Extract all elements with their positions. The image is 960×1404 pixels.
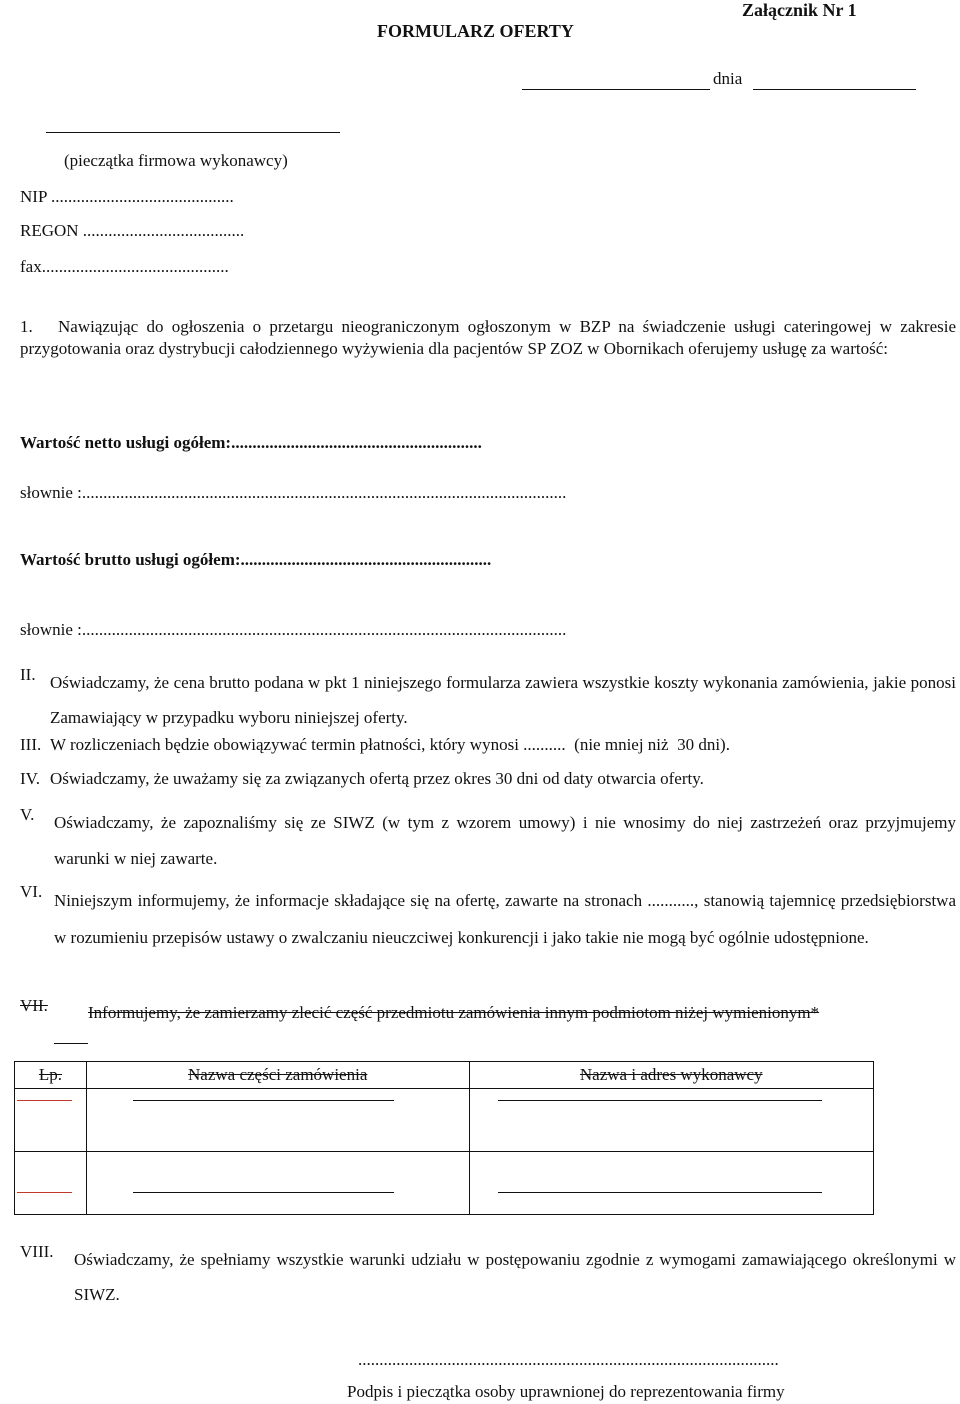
net-value-label: Wartość netto usługi ogółem:: [20, 433, 232, 452]
section-1-text: Nawiązując do ogłoszenia o przetargu nieograniczonym ogłoszonym w BZP na świadczenie usługi cateringowej w zakresie przygotowania oraz dystrybucji całodziennego wyżywienia dla pacjentów SP ZOZ w Obornikach oferujemy usługę za wartość:: [20, 317, 956, 358]
decl-vii-text: Informujemy, że zamierzamy zlecić część przedmiotu zamówienia innym podmiotom niżej wymienionym*: [88, 1003, 820, 1022]
table-cell-contractor: [469, 1089, 874, 1152]
decl-ii-text: Oświadczamy, że cena brutto podana w pkt 1 niniejszego formularza zawiera wszystkie koszty wykonania zamówienia, jakie ponosi Zamawiający w przypadku wyboru niniejszej oferty.: [50, 673, 956, 727]
place-line: [522, 89, 710, 90]
decl-vii-strike-segment: [54, 1043, 88, 1044]
subcontractor-table: [14, 1061, 874, 1215]
net-value-dots: ...........................................................: [231, 433, 482, 452]
decl-vi-text: Niniejszym informujemy, że informacje składające się na ofertę, zawarte na stronach ..........., stanowią tajemnicę przedsiębiorstwa w rozumieniu przepisów ustawy o zwalczaniu nieuczciwej konkurencji i jako takie nie mogą być ogólnie udostępnione.: [54, 891, 956, 947]
table-cell-part-name: [86, 1089, 469, 1152]
decl-iii-text: W rozliczeniach będzie obowiązywać termin płatności, który wynosi .......... (nie mniej niż 30 dni).: [50, 735, 730, 754]
contractor-blank-line: [498, 1192, 823, 1193]
table-cell-lp: [15, 1089, 87, 1152]
section-1: [20, 316, 956, 360]
table-header-lp: Lp.: [15, 1062, 87, 1089]
part-name-blank-line: [133, 1192, 394, 1193]
decl-iv-text: Oświadczamy, że uważamy się za związanych ofertą przez okres 30 dni od daty otwarcia oferty.: [50, 769, 704, 788]
table-row: [15, 1089, 874, 1152]
gross-value-row: [20, 550, 491, 570]
gross-value-dots: ...........................................................: [240, 550, 492, 569]
table-header-row: [15, 1062, 874, 1089]
date-label: dnia: [713, 69, 743, 88]
section-1-number: 1.: [20, 317, 33, 336]
gross-value-label: Wartość brutto usługi ogółem:: [20, 550, 241, 569]
annex-label: Załącznik Nr 1: [742, 0, 857, 20]
lp-blank-line: [17, 1100, 72, 1101]
signature-caption: Podpis i pieczątka osoby uprawnionej do reprezentowania firmy: [347, 1382, 785, 1401]
decl-viii-text: Oświadczamy, że spełniamy wszystkie warunki udziału w postępowaniu zgodnie z wymogami zamawiającego określonymi w SIWZ.: [74, 1250, 956, 1304]
table-row: [15, 1152, 874, 1215]
stamp-caption: (pieczątka firmowa wykonawcy): [64, 151, 288, 170]
decl-ii-number: II.: [20, 665, 36, 684]
decl-v-text: Oświadczamy, że zapoznaliśmy się ze SIWZ (w tym z wzorem umowy) i nie wnosimy do niej zastrzeżeń oraz przyjmujemy warunki w niej zawarte.: [54, 813, 956, 868]
table-header-contractor: Nazwa i adres wykonawcy: [469, 1062, 874, 1089]
fax-field: fax............................................: [20, 257, 229, 276]
decl-iii-number: III.: [20, 735, 42, 754]
decl-v-number: V.: [20, 805, 35, 824]
date-line: [753, 89, 916, 90]
page-title: FORMULARZ OFERTY: [377, 21, 574, 41]
part-name-blank-line: [133, 1100, 394, 1101]
table-cell-lp: [15, 1152, 87, 1215]
decl-vi-number: VI.: [20, 882, 43, 901]
net-value-words: słownie :..................................................................................................................: [20, 483, 567, 502]
stamp-line: [46, 132, 340, 133]
table-cell-contractor: [469, 1152, 874, 1215]
net-value-row: [20, 433, 482, 453]
contractor-blank-line: [498, 1100, 823, 1101]
gross-value-words: słownie :..................................................................................................................: [20, 620, 567, 639]
signature-dots: ...................................................................................................: [358, 1350, 779, 1369]
table-header-part-name: Nazwa części zamówienia: [86, 1062, 469, 1089]
regon-field: REGON ......................................: [20, 221, 245, 240]
nip-field: NIP ...........................................: [20, 187, 234, 206]
table-cell-part-name: [86, 1152, 469, 1215]
decl-viii-number: VIII.: [20, 1242, 54, 1261]
decl-vii-number: VII.: [20, 996, 48, 1015]
lp-blank-line: [17, 1192, 72, 1193]
decl-iv-number: IV.: [20, 769, 40, 788]
